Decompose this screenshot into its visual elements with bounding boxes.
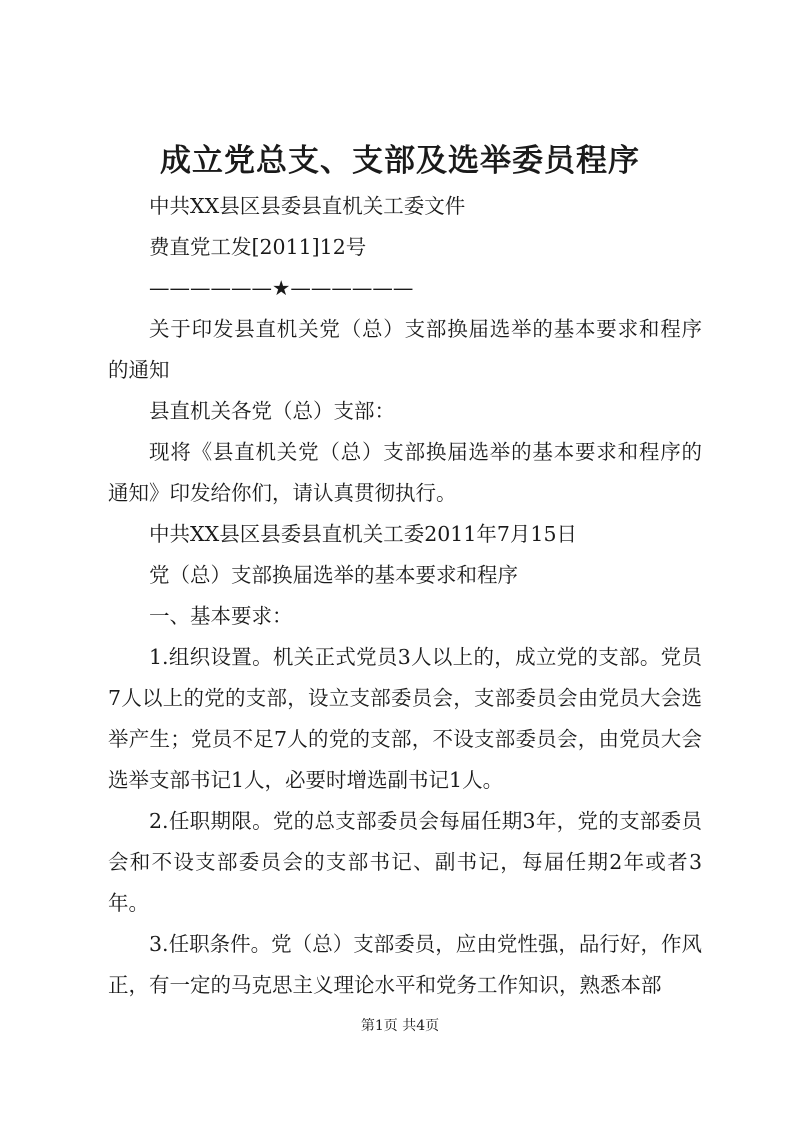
heading-basic-requirements: 一、基本要求： [149,604,293,628]
salutation: 县直机关各党（总）支部： [149,399,395,423]
separator-line: ——————★—————— [149,276,414,300]
document-title: 成立党总支、支部及选举委员程序 [160,143,640,179]
section-title: 党（总）支部换届选举的基本要求和程序 [149,563,518,587]
item-organization: 1.组织设置。机关正式党员3人以上的，成立党的支部。党员7人以上的党的支部，设立支部委员会，支部委员会由党员大会选举产生；党员不足7人的党的支部，不设支部委员会，由党员大会选举支部书记1人，必要时增选副书记1人。 [108,645,702,792]
notice-title: 关于印发县直机关党（总）支部换届选举的基本要求和程序的通知 [108,317,702,382]
document-body [108,186,702,1006]
item-term: 2.任职期限。党的总支部委员会每届任期3年，党的支部委员会和不设支部委员会的支部书记、副书记，每届任期2年或者3年。 [108,809,702,915]
notice-body: 现将《县直机关党（总）支部换届选举的基本要求和程序的通知》印发给你们，请认真贯彻执行。 [108,440,702,505]
page-footer: 第1页 共4页 [360,1018,440,1034]
issuer-line: 中共XX县区县委县直机关工委文件 [149,194,466,218]
item-qualification: 3.任职条件。党（总）支部委员，应由党性强，品行好，作风正，有一定的马克思主义理论水平和党务工作知识，熟悉本部 [108,932,702,997]
signature-date: 中共XX县区县委县直机关工委2011年7月15日 [149,522,577,546]
document-number: 费直党工发[2011]12号 [149,235,367,259]
